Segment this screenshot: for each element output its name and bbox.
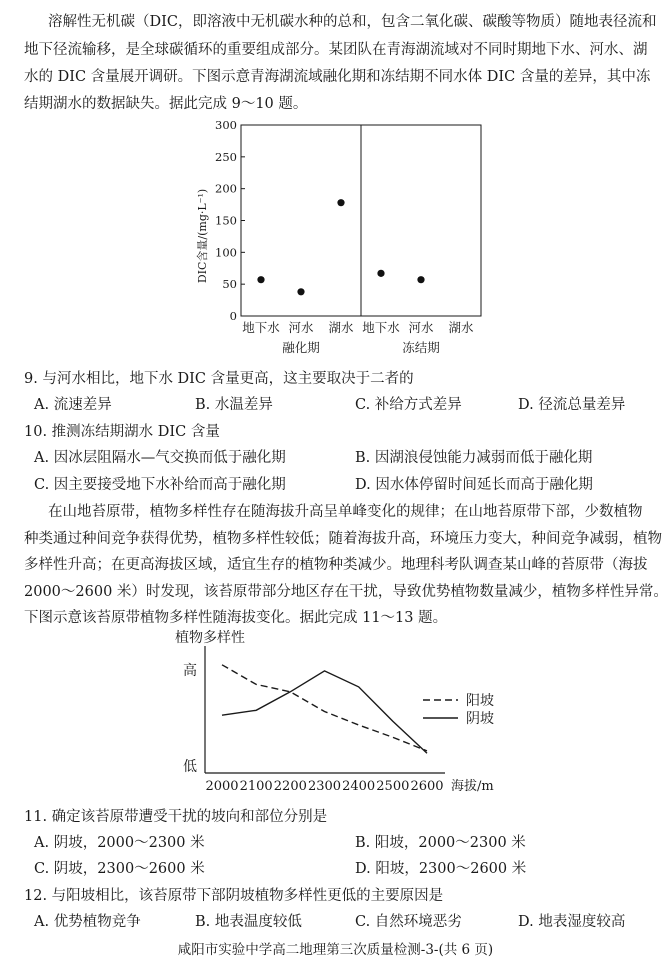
q10-option-b[interactable]: B. 因湖浪侵蚀能力减弱而低于融化期	[355, 450, 593, 466]
dic-data-point	[417, 276, 424, 283]
q11-option-a[interactable]: A. 阴坡，2000～2300 米	[34, 835, 205, 851]
passage1-line-3: 水的 DIC 含量展开调研。下图示意青海湖流域融化期和冻结期不同水体 DIC 含量的差异，其中冻	[24, 69, 651, 85]
q11-stem: 11. 确定该苔原带遭受干扰的坡向和部位分别是	[24, 809, 328, 825]
dic-y-tick-label: 250	[215, 149, 237, 164]
passage1-line-1: 溶解性无机碳（DIC，即溶液中无机碳水种的总和，包含二氧化碳、碳酸等物质）随地表径流和	[48, 14, 657, 30]
q9-option-b[interactable]: B. 水温差异	[195, 397, 273, 413]
dic-group-label: 融化期	[282, 340, 320, 355]
q11-option-b[interactable]: B. 阳坡，2000～2300 米	[355, 835, 526, 851]
q12-option-b[interactable]: B. 地表温度较低	[195, 914, 302, 930]
dic-data-point	[297, 288, 304, 295]
div-legend-label: 阴坡	[466, 711, 494, 727]
dic-y-axis-label	[195, 189, 209, 283]
dic-data-point	[337, 199, 344, 206]
dic-data-point	[377, 270, 384, 277]
q10-option-c[interactable]: C. 因主要接受地下水补给而高于融化期	[34, 477, 286, 493]
dic-chart	[190, 116, 490, 366]
q12-option-a[interactable]: A. 优势植物竞争	[34, 914, 141, 930]
div-x-tick-label: 2100	[239, 779, 273, 794]
passage2-line-1: 在山地苔原带，植物多样性存在随海拔升高呈单峰变化的规律；在山地苔原带下部，少数植物	[48, 504, 643, 520]
diversity-chart	[150, 628, 540, 800]
q10-option-a[interactable]: A. 因冰层阻隔水—气交换而低于融化期	[34, 450, 286, 466]
q11-option-c[interactable]: C. 阴坡，2300～2600 米	[34, 861, 205, 877]
dic-y-tick-label: 0	[229, 309, 237, 323]
div-legend-label: 阳坡	[466, 693, 494, 709]
div-y-axis-label: 植物多样性	[175, 630, 245, 646]
passage2-line-5: 下图示意该苔原带植物多样性随海拔变化。据此完成 11～13 题。	[24, 610, 448, 626]
dic-x-tick-label: 地下水	[242, 320, 280, 335]
div-x-axis-label: 海拔/m	[451, 779, 494, 794]
q10-stem: 10. 推测冻结期湖水 DIC 含量	[24, 424, 220, 440]
div-x-tick-label: 2500	[376, 779, 410, 794]
dic-y-tick-label: 100	[215, 245, 237, 260]
q12-option-d[interactable]: D. 地表湿度较高	[518, 914, 626, 930]
q9-option-a[interactable]: A. 流速差异	[34, 397, 112, 413]
svg-text:DIC含量/(mg·L⁻¹): DIC含量/(mg·L⁻¹)	[196, 188, 209, 284]
div-x-tick-label: 2200	[273, 779, 307, 794]
passage1-line-2: 地下径流输移，是全球碳循环的重要组成部分。某团队在青海湖流域对不同时期地下水、河水、湖	[24, 42, 648, 58]
div-x-tick-label: 2600	[410, 779, 444, 794]
div-x-tick-label: 2000	[205, 779, 239, 794]
q12-option-c[interactable]: C. 自然环境恶劣	[355, 914, 462, 930]
div-y-tick-high: 高	[183, 663, 197, 679]
dic-x-tick-label: 湖水	[448, 320, 474, 335]
passage2-line-3: 多样性升高；在更高海拔区域，适宜生存的植物种类减少。地理科考队调查某山峰的苔原带（海拔	[24, 557, 648, 573]
dic-y-tick-label: 50	[222, 277, 237, 292]
dic-y-tick-label: 300	[215, 118, 237, 132]
div-x-tick-label: 2300	[307, 779, 342, 794]
page-footer: 咸阳市实验中学高二地理第三次质量检测-3-(共 6 页)	[177, 942, 494, 958]
div-y-tick-low: 低	[183, 759, 197, 775]
div-x-tick-label: 2400	[342, 779, 376, 794]
passage2-line-2: 种类通过种间竞争获得优势，植物多样性较低；随着海拔升高，环境压力变大，种间竞争减弱，植物	[24, 531, 662, 547]
dic-data-point	[257, 276, 264, 283]
dic-x-tick-label: 湖水	[328, 320, 354, 335]
q9-option-c[interactable]: C. 补给方式差异	[355, 397, 462, 413]
passage2-line-4: 2000～2600 米）时发现，该苔原带部分地区存在干扰，导致优势植物数量减少，植物多样性异常。	[24, 584, 668, 600]
dic-x-tick-label: 地下水	[362, 320, 400, 335]
dic-y-tick-label: 150	[215, 213, 237, 228]
dic-x-tick-label: 河水	[408, 320, 434, 335]
div-series-line-1	[222, 665, 427, 751]
q9-stem: 9. 与河水相比，地下水 DIC 含量更高，这主要取决于二者的	[24, 371, 414, 387]
dic-y-tick-label: 200	[215, 181, 237, 196]
passage1-line-4: 结期湖水的数据缺失。据此完成 9～10 题。	[24, 96, 308, 112]
q9-option-d[interactable]: D. 径流总量差异	[518, 397, 626, 413]
q11-option-d[interactable]: D. 阳坡，2300～2600 米	[355, 861, 527, 877]
q10-option-d[interactable]: D. 因水体停留时间延长而高于融化期	[355, 477, 593, 493]
dic-group-label: 冻结期	[402, 340, 440, 355]
q12-stem: 12. 与阳坡相比，该苔原带下部阴坡植物多样性更低的主要原因是	[24, 888, 444, 904]
dic-x-tick-label: 河水	[288, 320, 314, 335]
